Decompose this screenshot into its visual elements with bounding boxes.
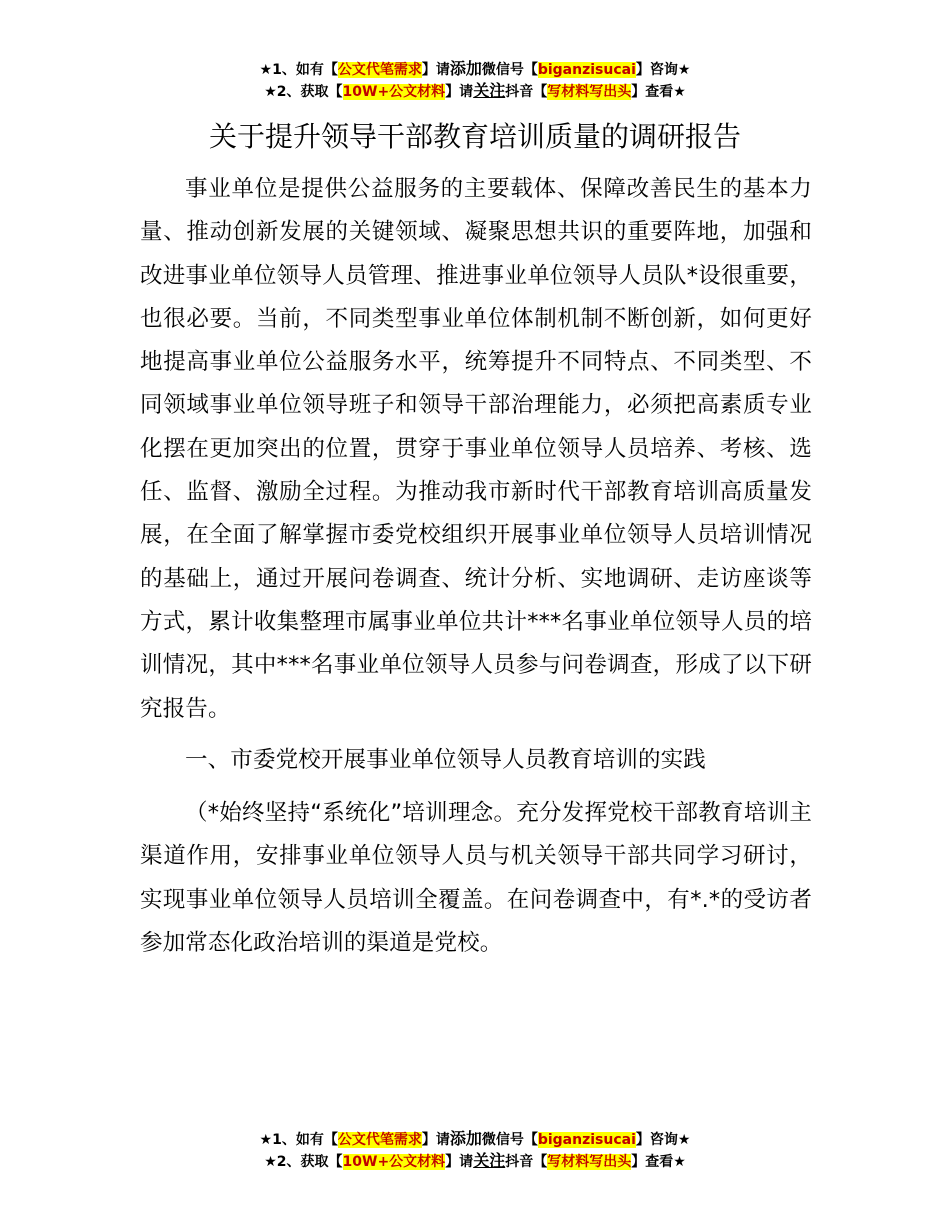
- banner-text: 】咨询: [635, 1132, 678, 1148]
- section-heading-1: 一、市委党校开展事业单位领导人员教育培训的实践: [185, 746, 706, 773]
- banner-line-2: [0, 80, 950, 102]
- banner-text: 2、获取【: [276, 1154, 343, 1170]
- banner-text: 】查看: [631, 1154, 674, 1170]
- banner-line-2: [0, 1150, 950, 1172]
- highlight-douyin-id: 写材料写出头: [547, 1154, 632, 1170]
- banner-text: 1、如有【: [272, 1132, 338, 1148]
- banner-emphasis: 添加: [449, 1129, 482, 1148]
- highlight-wechat-id: biganzisucai: [537, 62, 636, 78]
- highlight-materials: 10W+公文材料: [342, 1154, 446, 1170]
- paragraph-subsection-1: （*始终坚持“系统化”培训理念。充分发挥党校干部教育培训主渠道作用，安排事业单位领导人员与机关领导干部共同学习研讨，实现事业单位领导人员培训全覆盖。在问卷调查中，有*.*的受访者参加常态化政治培训的渠道是党校。: [140, 800, 812, 957]
- star-icon: ★: [677, 62, 691, 78]
- star-icon: ★: [673, 84, 686, 100]
- banner-text: 1、如有【: [272, 62, 338, 78]
- banner-line-1: [0, 58, 950, 80]
- banner-text: 】请: [421, 62, 450, 78]
- banner-emphasis: 添加: [449, 59, 482, 78]
- banner-text: 】查看: [631, 84, 674, 100]
- document-body: [140, 168, 812, 965]
- banner-line-1: [0, 1128, 950, 1150]
- star-icon: ★: [677, 1132, 691, 1148]
- highlight-service: 公文代笔需求: [337, 1132, 422, 1148]
- star-icon: ★: [264, 84, 277, 100]
- highlight-materials: 10W+公文材料: [342, 84, 446, 100]
- highlight-service: 公文代笔需求: [337, 62, 422, 78]
- paragraph-intro: 事业单位是提供公益服务的主要载体、保障改善民生的基本力量、推动创新发展的关键领域、凝聚思想共识的重要阵地，加强和改进事业单位领导人员管理、推进事业单位领导人员队*设很重要，也很必要。当前，不同类型事业单位体制机制不断创新，如何更好地提高事业单位公益服务水平，统筹提升不同特点、不同类型、不同领域事业单位领导班子和领导干部治理能力，必须把高素质专业化摆在更加突出的位置，贯穿于事业单位领导人员培养、考核、选任、监督、激励全过程。为推动我市新时代干部教育培训高质量发展，在全面了解掌握市委党校组织开展事业单位领导人员培训情况的基础上，通过开展问卷调查、统计分析、实地调研、走访座谈等方式，累计收集整理市属事业单位共计***名事业单位领导人员的培训情况，其中***名事业单位领导人员参与问卷调查，形成了以下研究报告。: [140, 176, 812, 722]
- banner-text: 】咨询: [635, 62, 678, 78]
- footer-banner: [0, 1128, 950, 1172]
- banner-text: 2、获取【: [276, 84, 343, 100]
- banner-text: 抖音【: [505, 84, 548, 100]
- banner-text: 】请: [421, 1132, 450, 1148]
- star-icon: ★: [259, 1132, 273, 1148]
- highlight-wechat-id: biganzisucai: [537, 1132, 636, 1148]
- document-title: 关于提升领导干部教育培训质量的调研报告: [208, 120, 741, 153]
- banner-text: 】请: [445, 84, 474, 100]
- star-icon: ★: [264, 1154, 277, 1170]
- banner-text: 微信号【: [481, 62, 538, 78]
- banner-text: 抖音【: [505, 1154, 548, 1170]
- highlight-douyin-id: 写材料写出头: [547, 84, 632, 100]
- star-icon: ★: [259, 62, 273, 78]
- star-icon: ★: [673, 1154, 686, 1170]
- banner-emphasis: 关注: [473, 1151, 506, 1170]
- banner-text: 】请: [445, 1154, 474, 1170]
- banner-emphasis: 关注: [473, 81, 506, 100]
- header-banner: [0, 58, 950, 102]
- banner-text: 微信号【: [481, 1132, 538, 1148]
